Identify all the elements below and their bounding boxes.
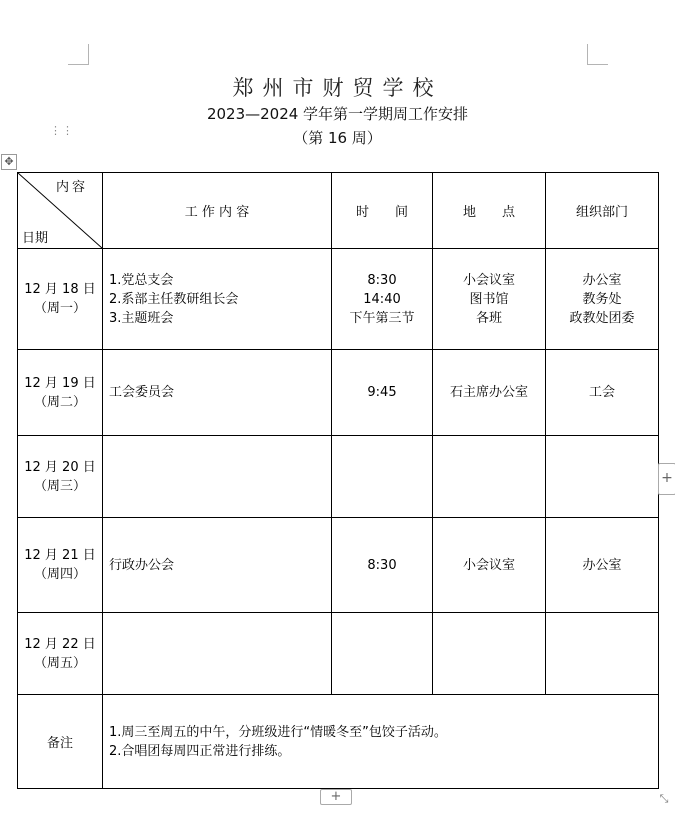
header-date-label: 日期 [22, 231, 49, 246]
time-cell [332, 613, 433, 695]
dept-line: 办公室 [582, 557, 622, 573]
place-line: 各班 [475, 310, 502, 326]
work-cell [103, 350, 332, 436]
place-line: 石主席办公室 [449, 385, 528, 400]
dept-cell [546, 436, 659, 518]
date-text: 12 月 21 日 [24, 548, 96, 563]
add-column-plus-icon[interactable]: + [658, 463, 675, 495]
table-row [18, 350, 659, 436]
note-item: 1.周三至周五的中午，分班级进行“情暖冬至”包饺子活动。 [109, 724, 447, 740]
work-line: 2.系部主任教研组长会 [109, 291, 239, 307]
work-line: 3.主题班会 [109, 310, 174, 326]
dept-line: 办公室 [582, 272, 622, 288]
place-line: 小会议室 [462, 272, 515, 288]
header-row [18, 173, 659, 249]
table-move-handle-icon[interactable]: ✥ [1, 154, 17, 170]
dept-cell [546, 518, 659, 613]
header-content-label: 内容 [55, 180, 88, 195]
dept-line: 教务处 [582, 291, 622, 307]
time-line: 8:30 [367, 557, 397, 573]
schedule-subtitle: 2023—2024 学年第一学期周工作安排 [206, 105, 469, 123]
date-cell [18, 613, 103, 695]
add-row-plus-icon[interactable]: + [320, 789, 352, 805]
weekday-text: （周二） [33, 394, 86, 410]
time-cell [332, 249, 433, 350]
work-line: 工会委员会 [109, 385, 175, 400]
week-number: （第 16 周） [293, 129, 382, 147]
work-cell [103, 249, 332, 350]
schedule-table [17, 172, 659, 789]
work-line: 行政办公会 [109, 557, 175, 573]
table-row [18, 249, 659, 350]
time-line: 14:40 [363, 291, 401, 307]
diagonal-header-cell [18, 173, 103, 249]
notes-row [18, 695, 659, 789]
header-work: 工 作 内 容 [103, 173, 332, 249]
date-cell [18, 436, 103, 518]
date-text: 12 月 20 日 [24, 459, 96, 475]
table-row [18, 518, 659, 613]
weekday-text: （周三） [33, 478, 86, 494]
place-cell [433, 436, 546, 518]
table-row [18, 436, 659, 518]
dept-cell [546, 350, 659, 436]
date-text: 12 月 22 日 [24, 636, 96, 652]
dept-cell [546, 613, 659, 695]
header-dept: 组织部门 [546, 173, 659, 249]
date-cell [18, 249, 103, 350]
work-cell [103, 436, 332, 518]
place-cell [433, 613, 546, 695]
date-text: 12 月 18 日 [24, 282, 96, 297]
place-cell [433, 350, 546, 436]
dept-line: 政教处团委 [569, 310, 635, 326]
header-time: 时 间 [332, 173, 433, 249]
crop-mark-top-left [68, 44, 89, 65]
school-title: 郑州市财贸学校 [232, 76, 443, 100]
crop-mark-top-right [587, 44, 608, 65]
dept-line: 工会 [588, 385, 615, 400]
place-line: 图书馆 [469, 291, 509, 307]
work-cell [103, 518, 332, 613]
time-line: 下午第三节 [349, 310, 415, 326]
work-line: 1.党总支会 [109, 272, 174, 288]
notes-cell [103, 695, 659, 789]
time-line: 8:30 [367, 272, 397, 288]
date-cell [18, 518, 103, 613]
note-item: 2.合唱团每周四正常进行排练。 [109, 743, 291, 759]
time-cell [332, 436, 433, 518]
time-cell [332, 518, 433, 613]
weekday-text: （周四） [33, 567, 86, 582]
place-line: 小会议室 [462, 557, 515, 573]
time-cell [332, 350, 433, 436]
table-resize-icon[interactable]: ⤡ [659, 792, 669, 805]
notes-label: 备注 [18, 695, 103, 789]
paragraph-drag-handle-icon[interactable]: ⋮⋮ [50, 124, 74, 137]
work-cell [103, 613, 332, 695]
date-text: 12 月 19 日 [24, 375, 96, 391]
dept-cell [546, 249, 659, 350]
time-line: 9:45 [367, 385, 397, 400]
weekday-text: （周一） [33, 301, 86, 316]
weekday-text: （周五） [33, 655, 86, 671]
table-row [18, 613, 659, 695]
place-cell [433, 249, 546, 350]
place-cell [433, 518, 546, 613]
date-cell [18, 350, 103, 436]
header-place: 地 点 [433, 173, 546, 249]
